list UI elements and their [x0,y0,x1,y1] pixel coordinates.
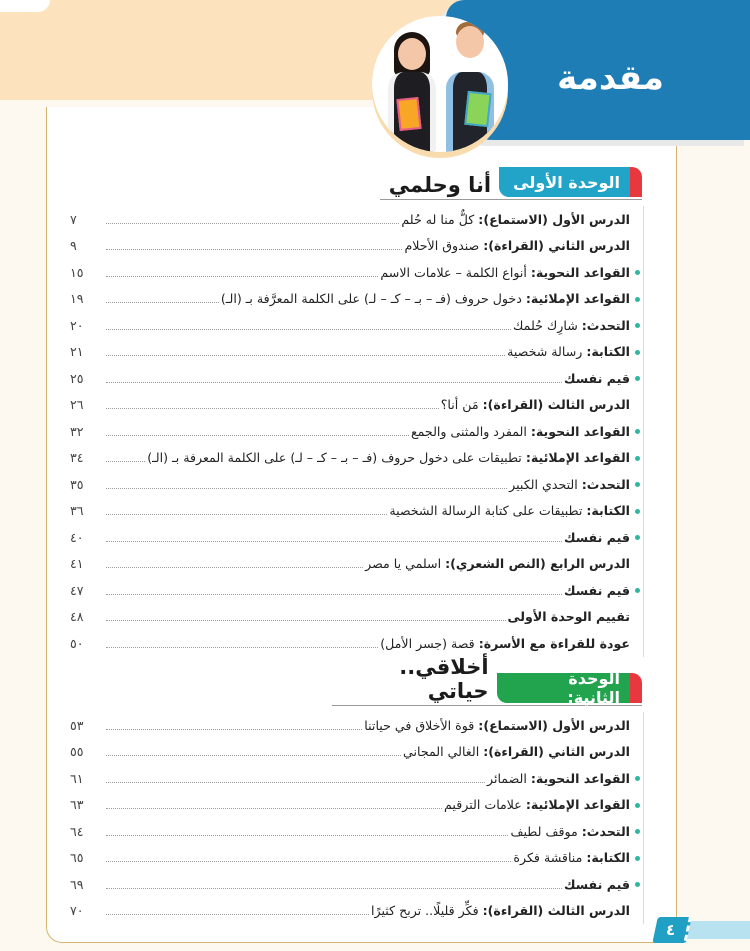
entry-title [564,877,630,892]
unit-1-heading [380,166,642,200]
toc-entry[interactable] [68,233,642,260]
entry-page-number: ٤١ [70,556,84,572]
toc-entry[interactable] [68,630,642,657]
entry-title [401,212,630,227]
dot-leader [106,382,562,383]
boy-student-illustration [442,16,498,152]
dot-leader [106,355,505,356]
dot-leader [106,914,369,915]
dot-leader [106,276,378,277]
entry-subtitle: شارِك حُلمك [513,317,582,333]
entry-section: عودة للقراءة مع الأسرة: [478,635,630,651]
entry-title [364,718,630,733]
toc-entry[interactable] [68,898,642,925]
entry-title [487,771,630,786]
entry-title [380,636,630,651]
entry-page-number: ١٩ [70,291,84,307]
entry-section: الدرس الأول (الاستماع): [478,717,630,733]
toc-entry[interactable] [68,259,642,286]
toc-entry[interactable] [68,498,642,525]
entry-page-number: ٩ [70,238,77,254]
toc-entry[interactable] [68,792,642,819]
entry-page-number: ٣٥ [70,476,84,492]
entry-title [389,503,630,518]
dot-leader [106,302,219,303]
entry-section: الدرس الأول (الاستماع): [478,211,630,227]
entry-page-number: ٧٠ [70,903,84,919]
entry-subtitle: موقف لطيف [510,823,582,839]
bullet-icon [635,803,640,808]
bullet-icon [635,270,640,275]
entry-section: التحدث: [581,476,630,492]
entry-section: الكتابة: [586,503,630,519]
toc-entry[interactable] [68,765,642,792]
unit-1-title: أنا وحلمي [388,173,492,197]
toc-entry[interactable] [68,339,642,366]
entry-title [404,238,630,253]
unit-2-heading [332,655,642,707]
entry-section: تقييم الوحدة الأولى [507,609,630,625]
entry-title [513,850,630,865]
bullet-icon [635,456,640,461]
page-number-badge [652,917,692,943]
toc-entry[interactable] [68,577,642,604]
toc-unit-1 [68,166,642,657]
entry-title [564,583,630,598]
bullet-icon [635,297,640,302]
entry-subtitle: كلٌّ منا له حُلم [401,211,479,227]
entry-section: قيم نفسك [564,876,630,892]
entry-page-number: ٦٤ [70,823,84,839]
entry-section: قيم نفسك [564,370,630,386]
entry-title [221,291,630,306]
entry-page-number: ٣٤ [70,450,84,466]
entry-section: القواعد النحوية: [530,264,630,280]
toc-unit-2 [68,655,642,924]
bullet-icon [635,776,640,781]
bullet-icon [635,882,640,887]
entry-subtitle: أنواع الكلمة – علامات الاسم [380,264,531,280]
entry-section: الكتابة: [586,850,630,866]
toc-entry[interactable] [68,524,642,551]
entry-subtitle: الضمائر [487,770,531,786]
dot-leader [106,223,399,224]
toc-entry[interactable] [68,551,642,578]
entry-title [564,530,630,545]
dot-leader [106,835,508,836]
entry-page-number: ٥٣ [70,717,84,733]
dot-leader [106,729,362,730]
entry-subtitle: المفرد والمثنى والجمع [410,423,531,439]
entry-page-number: ٥٥ [70,744,84,760]
dot-leader [106,408,439,409]
entry-page-number: ٢٥ [70,370,84,386]
entry-title [508,609,630,624]
dot-leader [106,488,507,489]
entry-page-number: ٤٧ [70,582,84,598]
dot-leader [106,861,511,862]
toc-entry[interactable] [68,286,642,313]
unit-2-list [68,712,642,924]
entry-page-number: ٦٣ [70,797,84,813]
entry-section: الدرس الثاني (القراءة): [483,238,630,254]
toc-entry[interactable] [68,365,642,392]
toc-entry[interactable] [68,392,642,419]
entry-title [444,797,630,812]
students-photo [372,16,508,152]
bullet-icon [635,482,640,487]
bullet-icon [635,588,640,593]
entry-title [365,556,630,571]
entry-section: قيم نفسك [564,582,630,598]
entry-page-number: ٢٦ [70,397,84,413]
entry-title [147,450,630,465]
toc-entry[interactable] [68,471,642,498]
entry-title [510,824,630,839]
dot-leader [106,329,511,330]
dot-leader [106,594,562,595]
bullet-icon [635,350,640,355]
girl-student-illustration [384,22,440,152]
entry-section: القواعد الإملائية: [525,797,630,813]
entry-subtitle: فكِّر قليلًا.. تربح كثيرًا [371,903,483,919]
toc-entry[interactable] [68,206,642,233]
entry-section: الدرس الثالث (القراءة): [482,397,630,413]
entry-section: الدرس الرابع (النص الشعري): [445,556,630,572]
toc-entry[interactable] [68,445,642,472]
entry-subtitle: رسالة شخصية [507,344,587,360]
entry-page-number: ٦٩ [70,876,84,892]
entry-section: الدرس الثالث (القراءة): [482,903,630,919]
dot-leader [106,620,506,621]
entry-page-number: ٤٠ [70,529,84,545]
entry-title [411,424,630,439]
dot-leader [106,755,401,756]
dot-leader [106,541,562,542]
entry-page-number: ١٥ [70,264,84,280]
entry-section: القواعد النحوية: [530,423,630,439]
unit-1-badge: الوحدة الأولى [499,167,642,197]
entry-section: الدرس الثاني (القراءة): [483,744,630,760]
bullet-icon [635,323,640,328]
bullet-icon [635,509,640,514]
entry-section: التحدث: [581,823,630,839]
toc-entry[interactable] [68,712,642,739]
toc-entry[interactable] [68,418,642,445]
header-band-notch [0,0,50,12]
dot-leader [106,808,442,809]
unit-1-list [68,206,642,657]
entry-title [380,265,630,280]
page-number: ٤ [665,921,676,939]
entry-page-number: ٢١ [70,344,84,360]
entry-page-number: ٤٨ [70,609,84,625]
toc-entry[interactable] [68,871,642,898]
unit-2-badge: الوحدة الثانية: [497,673,642,703]
entry-subtitle: دخول حروف (فـ – بـ – كـ – لـ) على الكلمة المعرَّفة بـ (الـ) [220,291,526,307]
entry-section: قيم نفسك [564,529,630,545]
entry-subtitle: تطبيقات على كتابة الرسالة الشخصية [389,503,587,519]
entry-title [509,477,630,492]
bullet-icon [635,856,640,861]
bullet-icon [635,429,640,434]
entry-section: القواعد الإملائية: [525,450,630,466]
entry-title [441,397,630,412]
entry-section: القواعد الإملائية: [525,291,630,307]
dot-leader [106,249,402,250]
dot-leader [106,567,363,568]
entry-page-number: ٢٠ [70,317,84,333]
toc-entry[interactable] [68,604,642,631]
dot-leader [106,647,378,648]
entry-subtitle: مَن أنا؟ [440,397,483,413]
entry-title [507,344,630,359]
entry-page-number: ٧ [70,211,77,227]
entry-section: التحدث: [581,317,630,333]
entry-title [371,903,630,918]
dot-leader [106,888,562,889]
bullet-icon [635,535,640,540]
entry-subtitle: علامات الترقيم [444,797,526,813]
toc-entry[interactable] [68,739,642,766]
dot-leader [106,435,409,436]
toc-entry[interactable] [68,818,642,845]
entry-subtitle: تطبيقات على دخول حروف (فـ – بـ – كـ – لـ) على الكلمة المعرفة بـ (الـ) [147,450,526,466]
unit-2-title: أخلاقي.. حياتي [399,655,489,703]
entry-subtitle: اسلمي يا مصر [365,556,446,572]
toc-entry[interactable] [68,845,642,872]
bullet-icon [635,376,640,381]
dot-leader [106,514,387,515]
entry-title [564,371,630,386]
entry-page-number: ٣٢ [70,423,84,439]
entry-page-number: ٥٠ [70,635,84,651]
entry-page-number: ٣٦ [70,503,84,519]
entry-subtitle: قصة (جسر الأمل) [380,635,479,651]
toc-entry[interactable] [68,312,642,339]
entry-page-number: ٦٥ [70,850,84,866]
entry-section: الكتابة: [586,344,630,360]
dot-leader [106,461,145,462]
entry-subtitle: الغالي المجاني [403,744,484,760]
entry-subtitle: مناقشة فكرة [513,850,587,866]
entry-page-number: ٦١ [70,770,84,786]
entry-title [403,744,630,759]
page-title: مقدمة [557,58,664,98]
entry-subtitle: صندوق الأحلام [404,238,484,254]
entry-subtitle: قوة الأخلاق في حياتنا [364,717,479,733]
entry-section: القواعد النحوية: [530,770,630,786]
dot-leader [106,782,485,783]
entry-title [513,318,630,333]
entry-subtitle: التحدي الكبير [509,476,582,492]
bullet-icon [635,829,640,834]
